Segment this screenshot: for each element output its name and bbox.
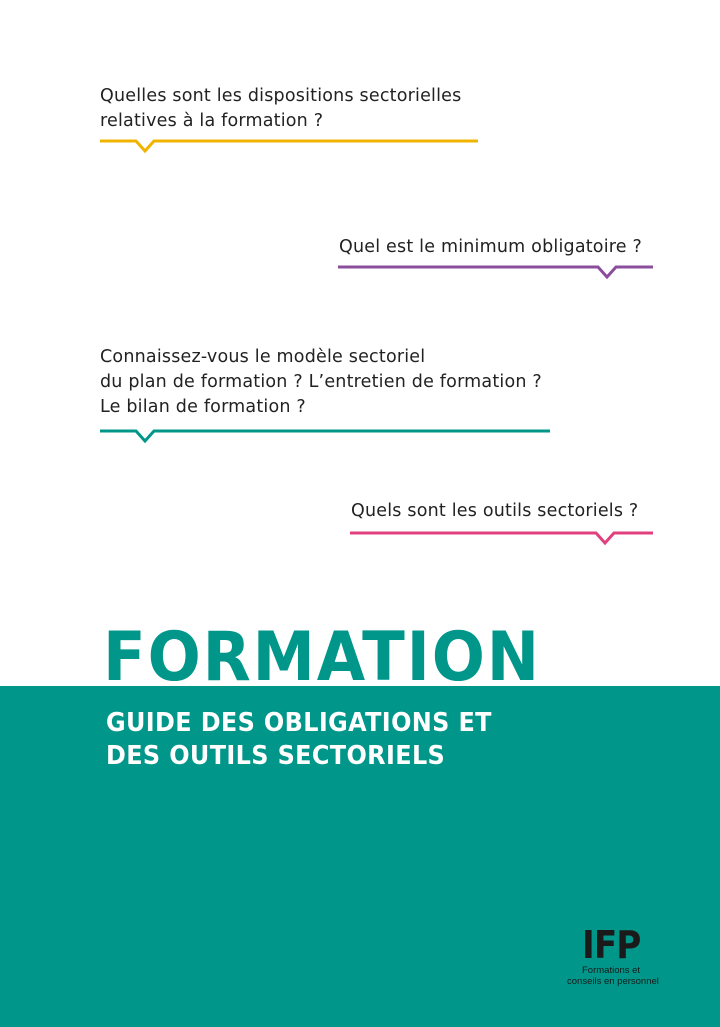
question-2-bubble-underline <box>338 264 654 284</box>
ifp-logo <box>563 925 673 987</box>
question-1-text <box>100 84 461 134</box>
question-4-bubble-underline <box>350 530 654 550</box>
subtitle-line-2: DES OUTILS SECTORIELS <box>106 741 446 771</box>
question-4-line-1: Quels sont les outils sectoriels ? <box>351 501 639 521</box>
question-3-underline-stroke <box>100 431 550 441</box>
question-4-underline-stroke <box>350 533 653 543</box>
logo-tagline <box>567 965 673 987</box>
page-subtitle <box>106 707 492 773</box>
question-1 <box>100 84 461 134</box>
question-2 <box>339 235 642 260</box>
question-2-text <box>339 235 642 260</box>
question-3-text <box>100 345 542 420</box>
question-3-bubble-underline <box>100 428 552 448</box>
question-2-line-1: Quel est le minimum obligatoire ? <box>339 237 642 257</box>
logo-tagline-line-1: Formations et <box>582 965 641 976</box>
question-3-line-3: Le bilan de formation ? <box>100 397 306 417</box>
title-clip <box>0 600 720 686</box>
question-4 <box>351 499 638 524</box>
question-2-underline-stroke <box>338 267 653 277</box>
question-1-bubble-underline <box>100 138 480 158</box>
question-4-text <box>351 499 638 524</box>
logo-tagline-line-2: conseils en personnel <box>567 976 659 987</box>
question-3-line-2: du plan de formation ? L’entretien de formation ? <box>100 372 542 392</box>
page-title: FORMATION <box>103 618 541 686</box>
subtitle-line-1: GUIDE DES OBLIGATIONS ET <box>106 708 492 738</box>
question-1-underline-stroke <box>100 141 478 151</box>
question-3 <box>100 345 542 420</box>
logo-mark: IFP <box>582 923 641 967</box>
question-1-line-2: relatives à la formation ? <box>100 111 324 131</box>
question-1-line-1: Quelles sont les dispositions sectorielles <box>100 86 462 106</box>
question-3-line-1: Connaissez-vous le modèle sectoriel <box>100 347 426 367</box>
